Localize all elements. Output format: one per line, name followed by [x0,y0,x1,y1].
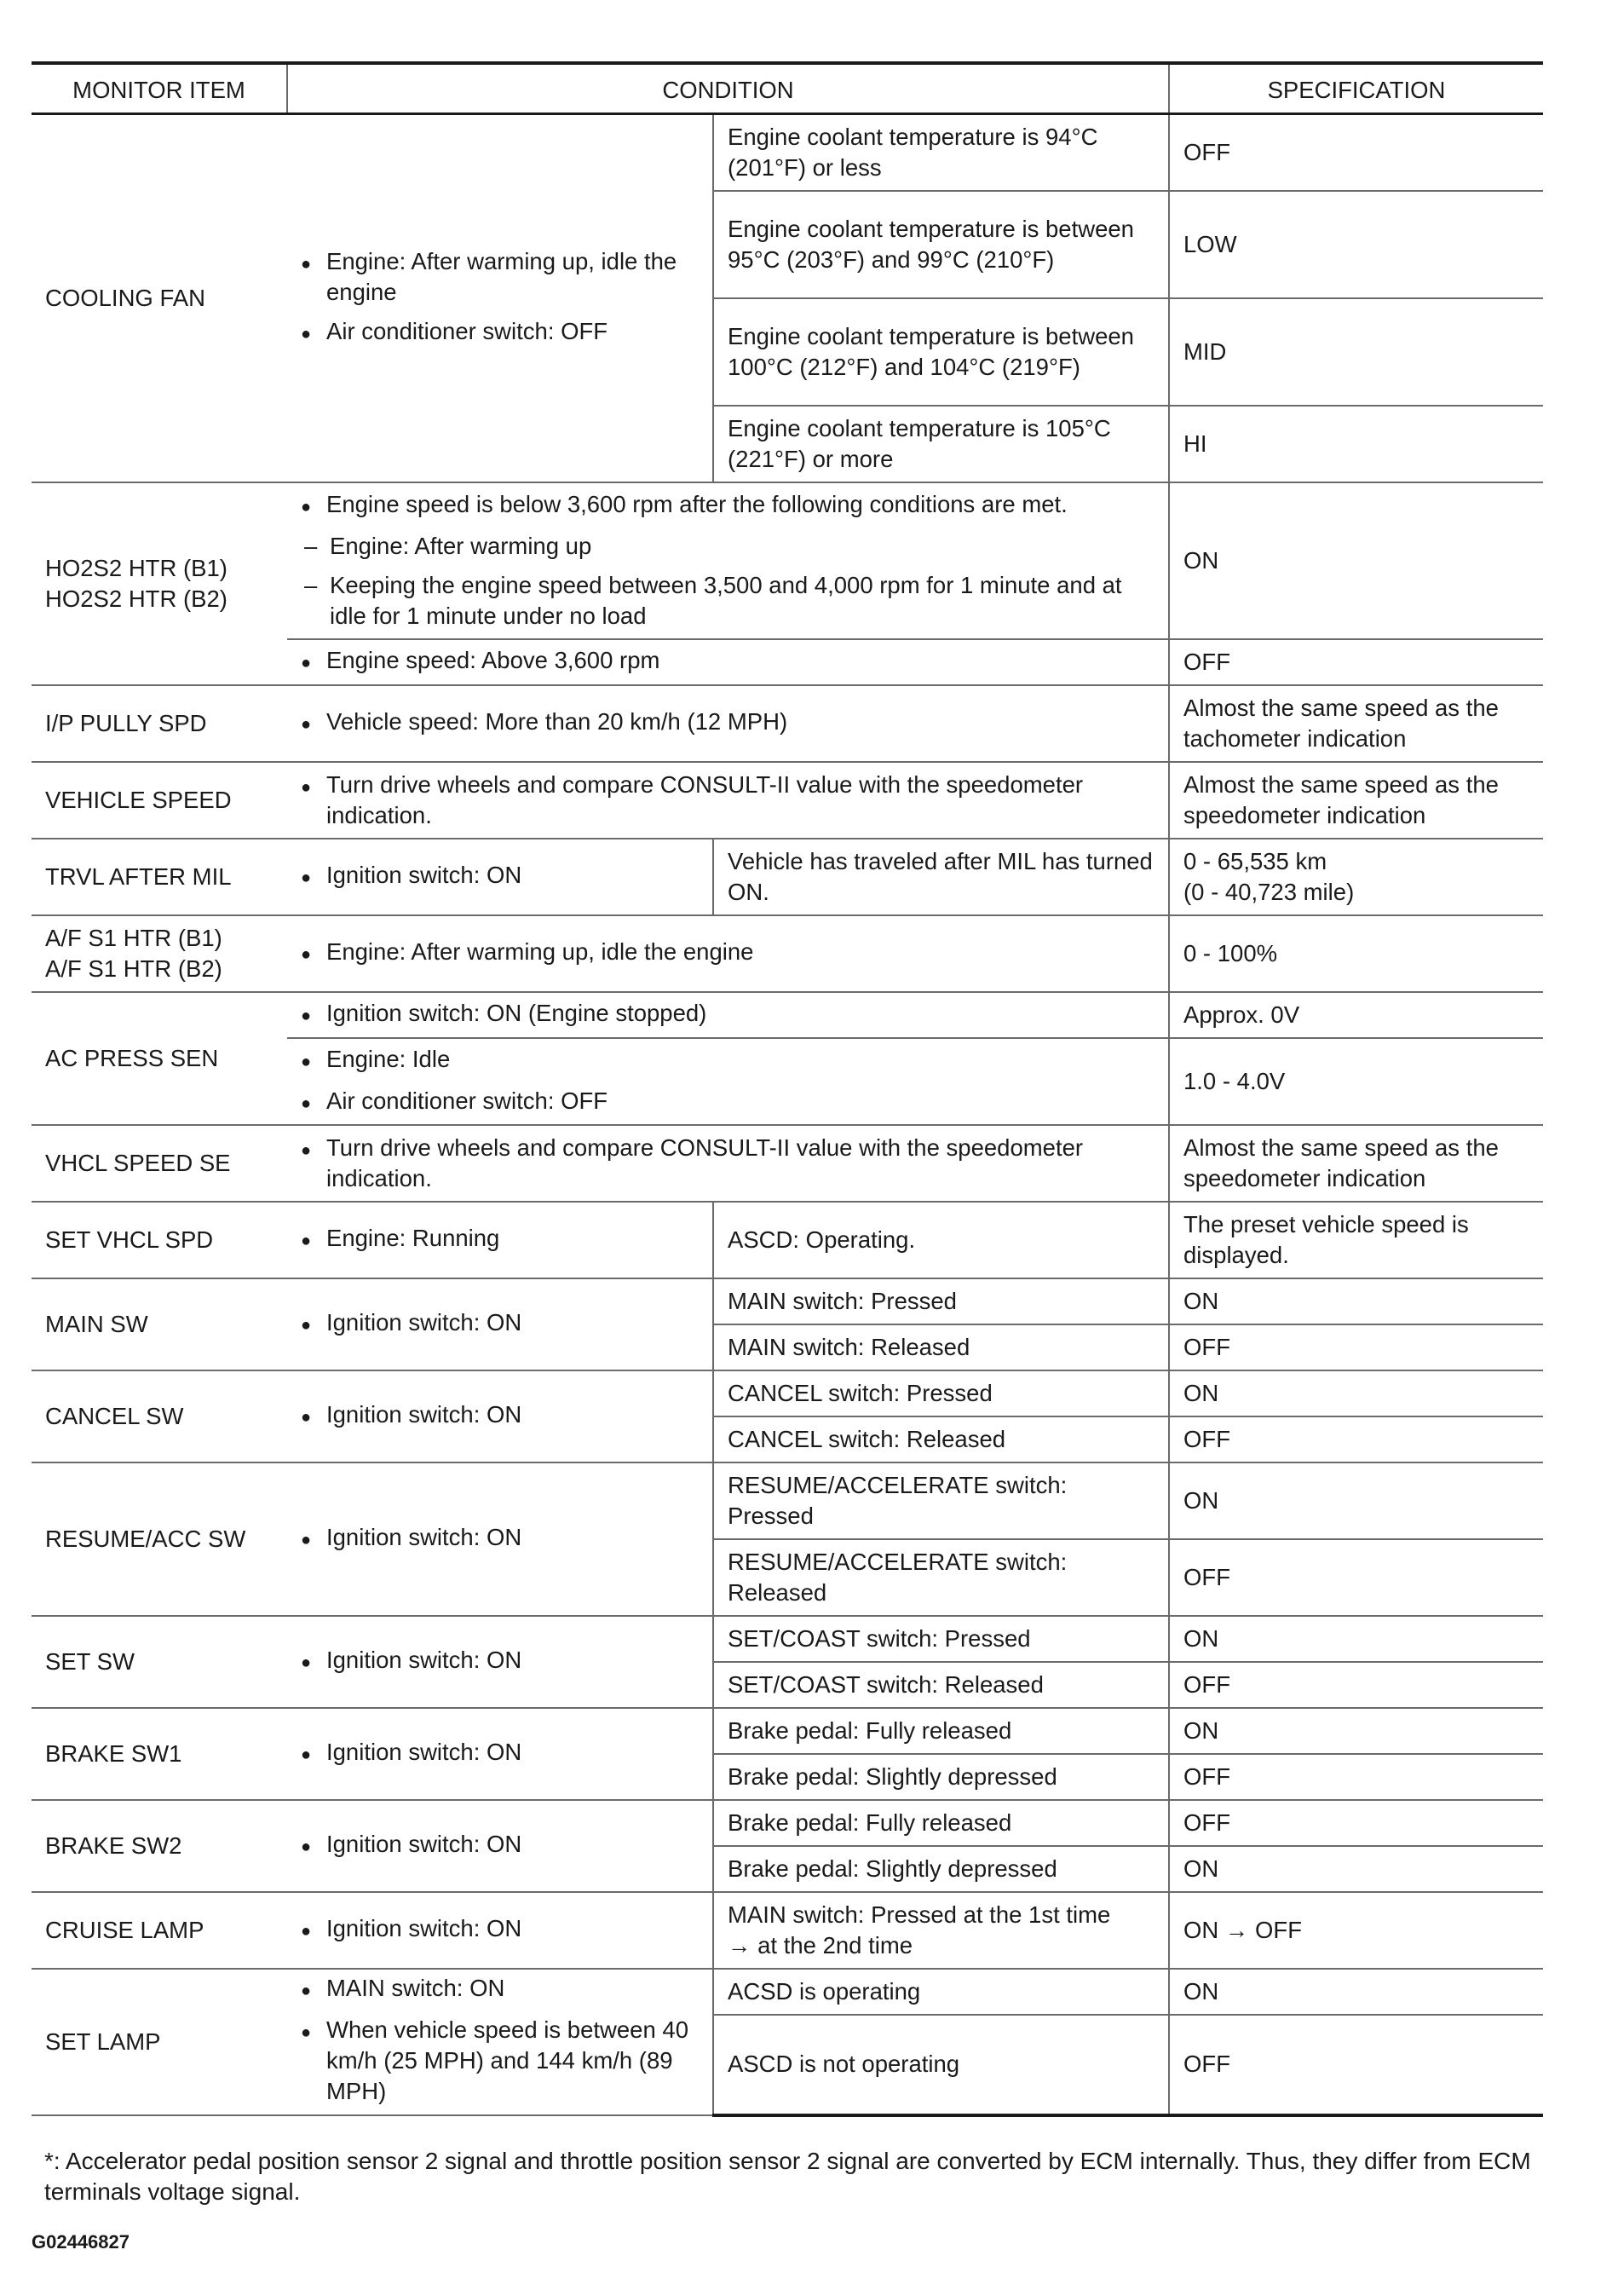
sub-condition-cell: Brake pedal: Slightly depressed [713,1846,1169,1892]
bullet-icon [301,998,326,1031]
spec-cell: ON [1169,1370,1543,1416]
table-row [32,1892,1543,1969]
bullet-item: ● Ignition switch: ON [301,1399,699,1433]
spec-cell: 0 - 100% [1169,915,1543,992]
sub-condition-cell: MAIN switch: Released [713,1324,1169,1370]
table-row [32,915,1543,992]
sub-condition-cell: RESUME/ACCELERATE switch: Released [713,1539,1169,1616]
bullet-item: ● Ignition switch: ON [301,1737,699,1770]
bullet-icon [301,1223,326,1256]
table-row [32,1125,1543,1202]
monitor-item: I/P PULLY SPD [32,685,287,762]
spec-cell: OFF [1169,1800,1543,1846]
monitor-item: BRAKE SW1 [32,1708,287,1800]
bullet-item: ● Engine: Idle [301,1044,1154,1077]
monitor-item: A/F S1 HTR (B1) A/F S1 HTR (B2) [32,915,287,992]
monitor-item: MAIN SW [32,1278,287,1370]
monitor-item: VHCL SPEED SE [32,1125,287,1202]
bullet-icon [301,1086,326,1119]
condition-cell [287,1969,713,2115]
sub-condition-cell: Vehicle has traveled after MIL has turned ON. [713,839,1169,915]
table-row [32,1462,1543,1539]
spec-cell: MID [1169,298,1543,406]
dash-item: – Keeping the engine speed between 3,500 and 4,000 rpm for 1 minute and at idle for 1 minute under no load [301,570,1154,632]
condition-cell [287,839,713,915]
monitor-item: CRUISE LAMP [32,1892,287,1969]
bullet-item: ● Engine: After warming up, idle the engine [301,937,1154,970]
bullet-item: ● Ignition switch: ON [301,1829,699,1862]
monitor-item: SET VHCL SPD [32,1202,287,1278]
table-row [32,762,1543,839]
bullet-item: ● When vehicle speed is between 40 km/h (25 MPH) and 144 km/h (89 MPH) [301,2015,699,2107]
bullet-icon [301,1522,326,1555]
condition-cell [287,1616,713,1708]
bullet-item: ● Air conditioner switch: OFF [301,316,699,349]
bullet-icon [301,1307,326,1341]
monitor-item: VEHICLE SPEED [32,762,287,839]
sub-condition-cell: CANCEL switch: Released [713,1416,1169,1462]
header-monitor-item: MONITOR ITEM [32,63,287,114]
monitor-item: CANCEL SW [32,1370,287,1462]
table-header-row [32,63,1543,114]
monitor-item: AC PRESS SEN [32,992,287,1125]
spec-cell: OFF [1169,1416,1543,1462]
dash-item: – Engine: After warming up [301,531,1154,562]
condition-cell [287,1892,713,1969]
monitor-item: RESUME/ACC SW [32,1462,287,1616]
bullet-icon [301,1913,326,1947]
table-row [32,1370,1543,1416]
figure-code: G02446827 [32,2231,130,2253]
sub-condition-cell: Brake pedal: Fully released [713,1708,1169,1754]
sub-condition-cell: CANCEL switch: Pressed [713,1370,1169,1416]
header-specification: SPECIFICATION [1169,63,1543,114]
condition-cell [287,1278,713,1370]
sub-condition-cell: ASCD: Operating. [713,1202,1169,1278]
spec-cell: Approx. 0V [1169,992,1543,1038]
table-row [32,1616,1543,1662]
bullet-icon [301,645,326,678]
sub-condition-cell: SET/COAST switch: Released [713,1662,1169,1708]
spec-cell: OFF [1169,639,1543,685]
condition-cell [287,1202,713,1278]
monitor-item: HO2S2 HTR (B1) HO2S2 HTR (B2) [32,482,287,685]
spec-cell: ON → OFF [1169,1892,1543,1969]
sub-condition-cell: RESUME/ACCELERATE switch: Pressed [713,1462,1169,1539]
bullet-item: ● Air conditioner switch: OFF [301,1086,1154,1119]
bullet-icon [301,1133,326,1166]
bullet-item: ● Engine: After warming up, idle the engine [301,246,699,308]
header-condition: CONDITION [287,63,1169,114]
condition-cell [287,915,1169,992]
sub-condition-cell: SET/COAST switch: Pressed [713,1616,1169,1662]
bullet-item: ● Turn drive wheels and compare CONSULT-II value with the speedometer indication. [301,770,1154,831]
bullet-icon [301,707,326,740]
table-row [32,1202,1543,1278]
condition-cell [287,1125,1169,1202]
sub-condition-cell: Brake pedal: Slightly depressed [713,1754,1169,1800]
spec-cell: Almost the same speed as the tachometer indication [1169,685,1543,762]
bullet-icon [301,316,326,349]
table-row [32,114,1543,191]
dash-icon: – [304,533,318,559]
table-row [32,1278,1543,1324]
bullet-item: ● Ignition switch: ON [301,1522,699,1555]
table-row [32,1800,1543,1846]
condition-cell [287,685,1169,762]
bullet-icon [301,1044,326,1077]
spec-cell: ON [1169,1462,1543,1539]
bullet-item: ● Vehicle speed: More than 20 km/h (12 MPH) [301,707,1154,740]
bullet-icon [301,1645,326,1678]
monitor-item: SET LAMP [32,1969,287,2115]
bullet-item: ● Engine speed is below 3,600 rpm after the following conditions are met. [301,489,1154,522]
sub-condition-cell: Brake pedal: Fully released [713,1800,1169,1846]
table-row [32,992,1543,1038]
sub-condition-cell: Engine coolant temperature is between 100°C (212°F) and 104°C (219°F) [713,298,1169,406]
bullet-item: ● Engine speed: Above 3,600 rpm [301,645,1154,678]
sub-condition-cell: ASCD is not operating [713,2015,1169,2115]
condition-cell [287,1370,713,1462]
bullet-icon [301,1829,326,1862]
monitor-item: SET SW [32,1616,287,1708]
condition-cell [287,1708,713,1800]
footnote: *: Accelerator pedal position sensor 2 signal and throttle position sensor 2 signal are converted by ECM internally. Thus, they differ from ECM terminals voltage signal. [44,2148,1531,2205]
condition-cell [287,1038,1169,1125]
spec-cell: Almost the same speed as the speedometer indication [1169,1125,1543,1202]
table-row [32,685,1543,762]
condition-cell [287,114,713,482]
spec-cell: ON [1169,1708,1543,1754]
spec-cell: OFF [1169,1539,1543,1616]
spec-cell: The preset vehicle speed is displayed. [1169,1202,1543,1278]
bullet-icon [301,246,326,280]
sub-condition-cell: Engine coolant temperature is between 95°C (203°F) and 99°C (210°F) [713,191,1169,298]
spec-cell: ON [1169,1616,1543,1662]
sub-condition-cell: Engine coolant temperature is 105°C (221°F) or more [713,406,1169,482]
bullet-icon [301,770,326,803]
spec-cell: OFF [1169,114,1543,191]
bullet-icon [301,1399,326,1433]
bullet-item: ● Turn drive wheels and compare CONSULT-II value with the speedometer indication. [301,1133,1154,1194]
sub-condition-cell: ACSD is operating [713,1969,1169,2015]
condition-cell [287,1462,713,1616]
condition-cell [287,1800,713,1892]
bullet-icon [301,1737,326,1770]
condition-cell [287,762,1169,839]
spec-cell: ON [1169,1278,1543,1324]
monitor-spec-table [32,61,1543,2117]
condition-cell [287,992,1169,1038]
table-row [32,1708,1543,1754]
spec-cell: OFF [1169,1754,1543,1800]
table-row [32,839,1543,915]
bullet-icon [301,489,326,522]
spec-cell: OFF [1169,1662,1543,1708]
spec-cell: OFF [1169,1324,1543,1370]
bullet-item: ● Ignition switch: ON [301,1645,699,1678]
bullet-item: ● Ignition switch: ON [301,860,699,893]
condition-cell [287,482,1169,639]
spec-cell: HI [1169,406,1543,482]
condition-cell [287,639,1169,685]
sub-condition-cell: MAIN switch: Pressed [713,1278,1169,1324]
spec-cell: Almost the same speed as the speedometer indication [1169,762,1543,839]
spec-cell: ON [1169,482,1543,639]
bullet-item: ● Ignition switch: ON (Engine stopped) [301,998,1154,1031]
bullet-item: ● Engine: Running [301,1223,699,1256]
spec-cell: ON [1169,1969,1543,2015]
sub-condition-cell: Engine coolant temperature is 94°C (201°F) or less [713,114,1169,191]
bullet-icon [301,860,326,893]
spec-cell: 0 - 65,535 km (0 - 40,723 mile) [1169,839,1543,915]
spec-cell: 1.0 - 4.0V [1169,1038,1543,1125]
bullet-item: ● Ignition switch: ON [301,1307,699,1341]
sub-condition-cell: MAIN switch: Pressed at the 1st time → at the 2nd time [713,1892,1169,1969]
bullet-icon [301,1973,326,2006]
bullet-icon [301,2015,326,2048]
monitor-item: BRAKE SW2 [32,1800,287,1892]
bullet-icon [301,937,326,970]
bullet-item: ● MAIN switch: ON [301,1973,699,2006]
monitor-item: TRVL AFTER MIL [32,839,287,915]
table-row [32,482,1543,639]
spec-cell: ON [1169,1846,1543,1892]
table-row [32,1969,1543,2015]
spec-cell: OFF [1169,2015,1543,2115]
dash-icon: – [304,572,318,598]
monitor-item: COOLING FAN [32,114,287,482]
spec-cell: LOW [1169,191,1543,298]
bullet-item: ● Ignition switch: ON [301,1913,699,1947]
spec-sheet [32,61,1543,2117]
